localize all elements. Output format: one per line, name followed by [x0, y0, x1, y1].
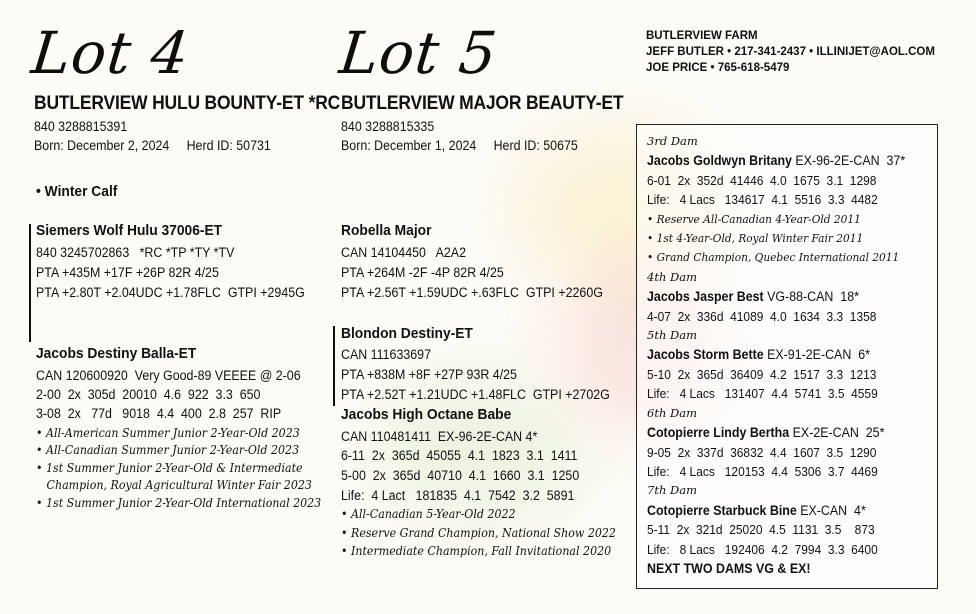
lot-5-pedigree-bar: [333, 326, 335, 406]
lot-4-pedigree-bar: [29, 224, 31, 342]
farm-contact-joe: JOE PRICE • 765-618-5479: [646, 62, 790, 74]
lot-4-dam-honor: • 1st Summer Junior 2-Year-Old International 2023: [36, 496, 322, 510]
dam-3-record: 6-01 2x 352d 41446 4.0 1675 3.1 1298: [647, 172, 877, 188]
dam-5-record: 5-10 2x 365d 36409 4.2 1517 3.3 1213: [647, 366, 877, 382]
farm-contact-jeff: JEFF BUTLER • 217-341-2437 • ILLINIJET@AOL.COM: [646, 46, 935, 58]
dam-box-footer: NEXT TWO DAMS VG & EX!: [647, 560, 811, 576]
lot-5-dam-name: Blondon Destiny-ET: [341, 325, 473, 342]
lot-5-title: BUTLERVIEW MAJOR BEAUTY-ET: [341, 93, 624, 114]
lot-4-dam-honor: • All-American Summer Junior 2-Year-Old 2023: [36, 426, 300, 440]
dam-6-name: Cotopierre Lindy Bertha EX-2E-CAN 25*: [647, 425, 885, 441]
dam-3-honor: • 1st 4-Year-Old, Royal Winter Fair 2011: [647, 231, 864, 246]
lot-5-dam-line: CAN 111633697: [341, 347, 432, 362]
lot-5-sire-line: PTA +264M -2F -4P 82R 4/25: [341, 265, 504, 280]
dam-4-heading: 4th Dam: [647, 269, 697, 284]
lot-4-dam-honor: • All-Canadian Summer Junior 2-Year-Old 2023: [36, 443, 300, 457]
dam-history-box: [636, 124, 938, 589]
dam-4-record: 4-07 2x 336d 41089 4.0 1634 3.3 1358: [647, 308, 877, 324]
dam-6-heading: 6th Dam: [647, 405, 697, 420]
lot-4-bullet: • Winter Calf: [36, 183, 118, 200]
dam-3-lifetime: Life: 4 Lacs 134617 4.1 5516 3.3 4482: [647, 192, 878, 208]
dam-7-heading: 7th Dam: [647, 483, 697, 498]
lot-5-granddam-line: 6-11 2x 365d 45055 4.1 1823 3.1 1411: [341, 448, 578, 463]
lot-5-granddam-honor: • Reserve Grand Champion, National Show 2022: [341, 526, 616, 540]
lot-4-sire-line: PTA +435M +17F +26P 82R 4/25: [36, 265, 219, 280]
lot-4-registration: 840 3288815391: [34, 119, 128, 134]
dam-7-name: Cotopierre Starbuck Bine EX-CAN 4*: [647, 502, 866, 518]
lot-5-granddam-line: CAN 110481411 EX-96-2E-CAN 4*: [341, 429, 538, 444]
dam-5-heading: 5th Dam: [647, 328, 697, 343]
lot-5-dam-line: PTA +838M +8F +27P 93R 4/25: [341, 367, 517, 382]
dam-7-record: 5-11 2x 321d 25020 4.5 1131 3.5 873: [647, 522, 875, 538]
dam-5-lifetime: Life: 4 Lacs 131407 4.4 5741 3.5 4559: [647, 386, 878, 402]
lot-4-born: Born: December 2, 2024 Herd ID: 50731: [34, 138, 271, 153]
farm-name: BUTLERVIEW FARM: [646, 30, 758, 42]
dam-4-name: Jacobs Jasper Best VG-88-CAN 18*: [647, 289, 859, 305]
lot-4-dam-name: Jacobs Destiny Balla-ET: [36, 345, 197, 362]
dam-3-honor: • Grand Champion, Quebec International 2011: [647, 250, 900, 265]
lot-5-granddam-line: 5-00 2x 365d 40710 4.1 1660 3.1 1250: [341, 468, 580, 483]
lot-5-granddam-name: Jacobs High Octane Babe: [341, 406, 512, 423]
lot-5-sire-line: CAN 14104450 A2A2: [341, 245, 466, 260]
lot-5-dam-line: PTA +2.52T +1.21UDC +1.48FLC GTPI +2702G: [341, 387, 610, 402]
lot-4-sire-line: PTA +2.80T +2.04UDC +1.78FLC GTPI +2945G: [36, 285, 305, 300]
dam-3-name: Jacobs Goldwyn Britany EX-96-2E-CAN 37*: [647, 153, 906, 169]
dam-6-lifetime: Life: 4 Lacs 120153 4.4 5306 3.7 4469: [647, 463, 878, 479]
dam-7-lifetime: Life: 8 Lacs 192406 4.2 7994 3.3 6400: [647, 541, 878, 557]
lot-5-sire-line: PTA +2.56T +1.59UDC +.63FLC GTPI +2260G: [341, 285, 603, 300]
dam-6-record: 9-05 2x 337d 36832 4.4 1607 3.5 1290: [647, 444, 877, 460]
dam-3-heading: 3rd Dam: [647, 134, 698, 148]
lot-5-heading: Lot 5: [336, 19, 501, 87]
lot-4-dam-honor: • 1st Summer Junior 2-Year-Old & Intermediate: [36, 461, 303, 475]
lot-5-born: Born: December 1, 2024 Herd ID: 50675: [341, 138, 578, 153]
lot-5-registration: 840 3288815335: [341, 119, 435, 134]
lot-5-sire-name: Robella Major: [341, 222, 432, 239]
lot-4-dam-line: 2-00 2x 305d 20010 4.6 922 3.3 650: [36, 387, 261, 402]
lot-4-title: BUTLERVIEW HULU BOUNTY-ET *RC: [34, 93, 341, 114]
dam-5-name: Jacobs Storm Bette EX-91-2E-CAN 6*: [647, 347, 870, 363]
lot-4-sire-name: Siemers Wolf Hulu 37006-ET: [36, 222, 223, 239]
lot-4-dam-honor: Champion, Royal Agricultural Winter Fair 2023: [36, 478, 312, 492]
lot-5-granddam-line: Life: 4 Lact 181835 4.1 7542 3.2 5891: [341, 488, 575, 503]
lot-4-heading: Lot 4: [28, 19, 193, 87]
lot-4-dam-line: CAN 120600920 Very Good-89 VEEEE @ 2-06: [36, 368, 301, 383]
lot-5-granddam-honor: • Intermediate Champion, Fall Invitational 2020: [341, 544, 612, 558]
dam-3-honor: • Reserve All-Canadian 4-Year-Old 2011: [647, 211, 861, 226]
lot-4-dam-line: 3-08 2x 77d 9018 4.4 400 2.8 257 RIP: [36, 406, 282, 421]
lot-4-sire-line: 840 3245702863 *RC *TP *TY *TV: [36, 245, 235, 260]
lot-5-granddam-honor: • All-Canadian 5-Year-Old 2022: [341, 507, 516, 521]
